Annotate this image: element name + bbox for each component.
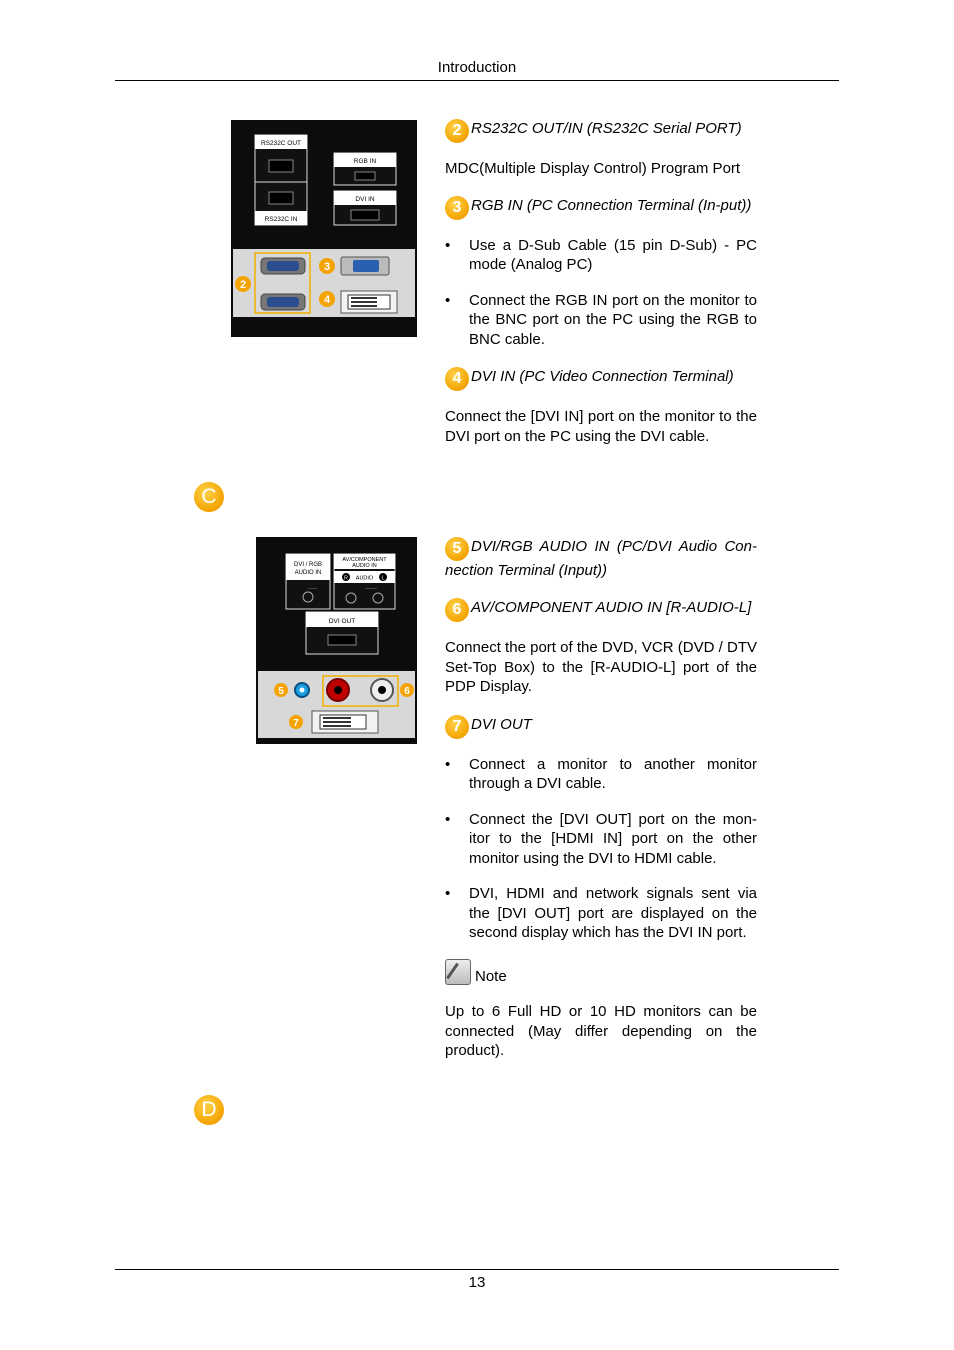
- number-3-icon: 3: [445, 196, 469, 220]
- rear-panel-image-1: [231, 120, 417, 337]
- number-7-icon: 7: [445, 715, 469, 739]
- item-2-title: RS232C OUT/IN (RS232C Serial PORT): [471, 120, 742, 137]
- item-7-title: DVI OUT: [471, 715, 532, 733]
- number-5-icon: 5: [445, 537, 469, 561]
- bullet-dot: •: [445, 885, 451, 902]
- item-3-title: RGB IN (PC Connection Terminal (In-put)): [471, 196, 752, 214]
- bullet-dot: •: [445, 291, 451, 309]
- item-4-paragraph: Connect the [DVI IN] port on the monitor to the DVI port on the PC using the DVI cable.: [445, 408, 757, 445]
- header-rule: [115, 80, 839, 81]
- rear-panel-image-2: [256, 537, 417, 744]
- bullet-dot: •: [445, 810, 451, 828]
- note-label: Note: [475, 967, 507, 985]
- item-3-bullet-1: • Use a D-Sub Cable (15 pin D-Sub) - PC mode (Analog PC): [445, 236, 757, 273]
- number-2-icon: 2: [445, 119, 469, 143]
- svg-text:AUDIO IN: AUDIO IN: [352, 563, 377, 569]
- l-label: L: [381, 575, 385, 582]
- item-7-heading: [445, 715, 757, 739]
- rs232c-out-label: RS232C OUT: [260, 140, 302, 147]
- r-label: R: [344, 575, 348, 582]
- rgb-in-label: RGB IN: [353, 158, 377, 165]
- dvi-out-label: DVI OUT: [328, 618, 356, 625]
- panel-badge-3: 3: [323, 261, 331, 273]
- item-6-title: AV/COMPONENT AUDIO IN [R-AUDIO-L]: [471, 599, 752, 616]
- note-text: Up to 6 Full HD or 10 HD monitors can be connected (May differ depending on the product).: [445, 1003, 757, 1059]
- item-5-heading: [445, 537, 757, 581]
- item-7-bullet-2: • Connect the [DVI OUT] port on the mon-itor to the [HDMI IN] port on the other monitor using the DVI to HDMI cable.: [445, 810, 757, 867]
- item-6-heading: [445, 598, 757, 622]
- audio-label: AUDIO: [355, 575, 374, 582]
- item-3-heading: [445, 196, 757, 220]
- panel-badge-6: 6: [404, 686, 410, 697]
- panel-badge-5: 5: [278, 686, 284, 697]
- svg-text:DVI / RGB: DVI / RGB: [293, 562, 323, 568]
- item-4-heading: [445, 367, 757, 391]
- section-marker-c-icon: C: [194, 482, 224, 512]
- number-6-icon: 6: [445, 598, 469, 622]
- av-component-label: AV/COMPONENT AUDIO IN: [364, 589, 378, 590]
- item-5-title: DVI/RGB AUDIO IN (PC/DVI Audio Con-nection Terminal (Input)): [445, 538, 757, 579]
- section-marker-d-icon: D: [194, 1095, 224, 1125]
- rs232c-in-label: RS232C IN: [264, 216, 298, 223]
- footer-rule: [115, 1269, 839, 1270]
- item-3-bullet-2: • Connect the RGB IN port on the monitor to the BNC port on the PC using the RGB to BNC cable.: [445, 291, 757, 348]
- section-d-text: [445, 537, 757, 1061]
- panel-badge-4: 4: [323, 294, 331, 306]
- section-c-text: [445, 119, 757, 446]
- item-6-paragraph: Connect the port of the DVD, VCR (DVD / DTV Set-Top Box) to the [R-AUDIO-L] port of the PDP Display.: [445, 639, 757, 695]
- number-4-icon: 4: [445, 367, 469, 391]
- page-header-title: Introduction: [437, 59, 517, 76]
- item-7-bullet-3: • DVI, HDMI and network signals sent via the [DVI OUT] port are displayed on the second display which has the DVI IN port.: [445, 885, 757, 941]
- item-4-title: DVI IN (PC Video Connection Terminal): [471, 368, 734, 385]
- panel-badge-7: 7: [293, 718, 299, 729]
- note-heading: [445, 959, 757, 987]
- bullet-dot: •: [445, 755, 451, 773]
- svg-text:AUDIO IN: AUDIO IN: [294, 570, 322, 576]
- item-2-paragraph: MDC(Multiple Display Control) Program Port: [445, 160, 741, 177]
- item-2-heading: [445, 119, 757, 143]
- page-number: 13: [468, 1274, 486, 1291]
- bullet-dot: •: [445, 236, 451, 254]
- dvi-in-label: DVI IN: [355, 196, 375, 203]
- item-7-bullet-1: • Connect a monitor to another monitor through a DVI cable.: [445, 755, 757, 792]
- panel-badge-2: 2: [239, 279, 247, 291]
- svg-text:AV/COMPONENT: AV/COMPONENT: [342, 557, 387, 563]
- dvi-rgb-audio-label: DVI / RGB AUDIO IN: [308, 589, 318, 590]
- note-icon: [445, 959, 471, 985]
